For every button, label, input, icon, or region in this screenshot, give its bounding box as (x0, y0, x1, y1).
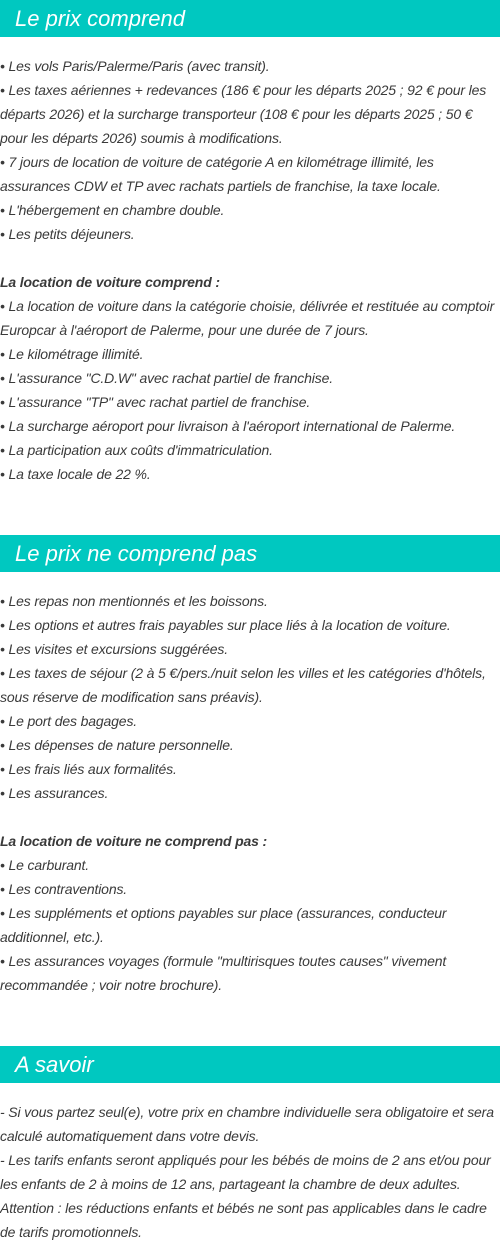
section-title: Le prix ne comprend pas (15, 541, 258, 566)
list-item: • Les petits déjeuners. (0, 226, 135, 242)
list-item: • Le carburant. (0, 857, 90, 873)
list-item: • La surcharge aéroport pour livraison à l'aéroport international de Palerme. (0, 418, 456, 434)
list-item: Attention : les réductions enfants et bébés ne sont pas applicables dans le cadre de tarifs promotionnels. (0, 1200, 487, 1240)
section-title: A savoir (15, 1052, 94, 1077)
list-item: • La taxe locale de 22 %. (0, 466, 151, 482)
list-item: • L'hébergement en chambre double. (0, 202, 225, 218)
list-item: • Les vols Paris/Palerme/Paris (avec transit). (0, 58, 270, 74)
list-item: • Les assurances. (0, 785, 109, 801)
list-item: • Les visites et excursions suggérées. (0, 641, 228, 657)
section-price-includes (0, 0, 500, 486)
list-item: - Les tarifs enfants seront appliqués pour les bébés de moins de 2 ans et/ou pour les enfants de 2 à moins de 12 ans, partageant la chambre de deux adultes. (0, 1152, 491, 1192)
list-item: - Si vous partez seul(e), votre prix en chambre individuelle sera obligatoire et sera calculé automatiquement dans votre devis. (0, 1104, 494, 1144)
list-item: • Le kilométrage illimité. (0, 346, 144, 362)
list-item: • Les contraventions. (0, 881, 128, 897)
section-header (0, 0, 500, 37)
list-item: • Les repas non mentionnés et les boissons. (0, 593, 268, 609)
subheading: La location de voiture ne comprend pas : (0, 833, 268, 849)
section-body (0, 37, 500, 486)
list-item: • Le port des bagages. (0, 713, 138, 729)
list-item: • Les frais liés aux formalités. (0, 761, 177, 777)
list-item: • Les options et autres frais payables sur place liés à la location de voiture. (0, 617, 451, 633)
list-item: • La location de voiture dans la catégorie choisie, délivrée et restituée au comptoir Europcar à l'aéroport de Palerme, pour une durée de 7 jours. (0, 298, 495, 338)
section-body (0, 572, 500, 997)
list-item: • L'assurance "C.D.W" avec rachat partiel de franchise. (0, 370, 333, 386)
list-item: • 7 jours de location de voiture de catégorie A en kilométrage illimité, les assurances CDW et TP avec rachats partiels de franchise, la taxe locale. (0, 154, 441, 194)
section-header (0, 1046, 500, 1083)
list-item: • La participation aux coûts d'immatriculation. (0, 442, 273, 458)
section-header (0, 535, 500, 572)
list-item: • Les taxes aériennes + redevances (186 € pour les départs 2025 ; 92 € pour les départs 2026) et la surcharge transporteur (108 € pour les départs 2025 ; 50 € pour les départs 2026) soumis à modifications. (0, 82, 487, 146)
list-item: • Les assurances voyages (formule "multirisques toutes causes" vivement recommandée ; voir notre brochure). (0, 953, 447, 993)
list-item: • Les dépenses de nature personnelle. (0, 737, 234, 753)
list-item: • Les suppléments et options payables sur place (assurances, conducteur additionnel, etc.). (0, 905, 447, 945)
section-price-excludes (0, 535, 500, 997)
list-item: • L'assurance "TP" avec rachat partiel de franchise. (0, 394, 311, 410)
section-body (0, 1083, 500, 1244)
list-item: • Les taxes de séjour (2 à 5 €/pers./nuit selon les villes et les catégories d'hôtels, sous réserve de modification sans préavis). (0, 665, 486, 705)
subheading: La location de voiture comprend : (0, 274, 220, 290)
section-good-to-know (0, 1046, 500, 1244)
section-title: Le prix comprend (15, 6, 185, 31)
